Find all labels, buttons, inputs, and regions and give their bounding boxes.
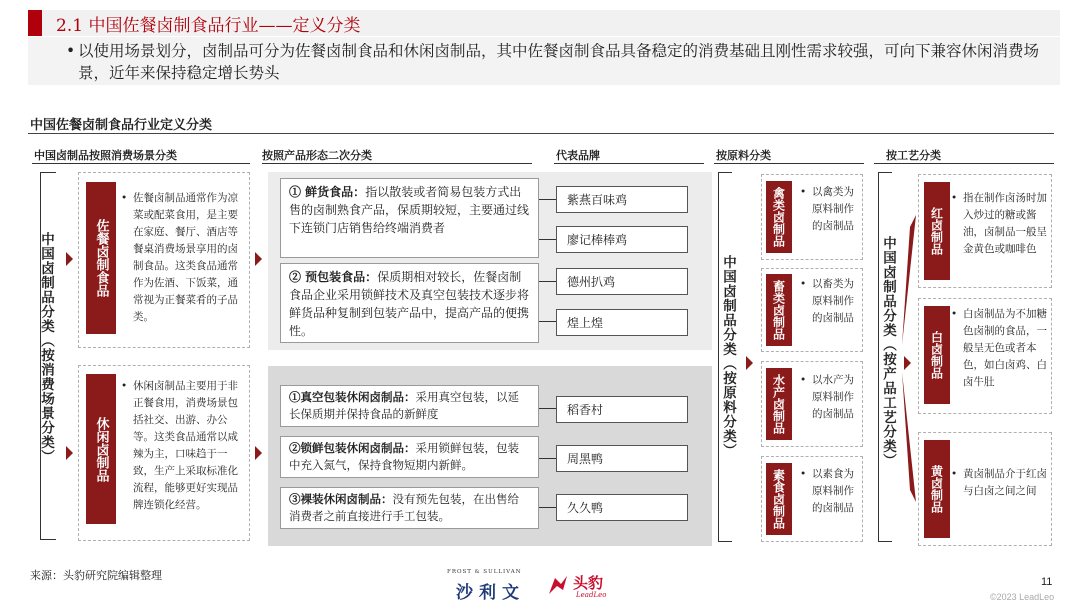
form-arrow-2	[255, 446, 262, 460]
page-number: 11	[1041, 576, 1053, 588]
process-desc-2: • 白卤制品为不加糖色卤制的食品，一般呈无色或者本色，如白卤鸡、白卤牛肚	[963, 306, 1047, 391]
process-arrow-down	[902, 372, 916, 502]
scene-desc-1: • 佐餐卤制品通常作为凉菜或配菜食用，是主要在家庭、餐厅、酒店等餐桌消费场景享用的卤制食品。这类食品通常作为佐酒、下饭菜，通常视为正餐菜肴的子品类。	[133, 190, 245, 326]
form-item-1	[280, 178, 539, 258]
form-item-1-title: ① 鲜货食品：	[289, 185, 366, 199]
material-desc-3: • 以水产为原料制作的卤制品	[812, 372, 858, 423]
form-item-3	[280, 385, 539, 427]
form-arrow-1	[255, 252, 262, 266]
material-desc-2: • 以畜类为原料制作的卤制品	[812, 276, 858, 327]
col-underline-material	[714, 163, 864, 164]
col-header-process: 按工艺分类	[886, 149, 941, 162]
material-label-4: 素食卤制品	[766, 463, 792, 535]
leadleo-small: LeadLeo	[576, 591, 607, 599]
form-item-5	[280, 487, 539, 529]
process-desc-1: • 指在制作卤汤时加入炒过的糖或酱油，卤制品一般呈金黄色或咖啡色	[963, 190, 1047, 258]
footer-source: 来源：头豹研究院编辑整理	[30, 569, 162, 582]
process-label-1: 红卤制品	[924, 182, 950, 280]
connector-6	[539, 458, 556, 459]
page-title: 2.1 中国佐餐卤制食品行业——定义分类	[56, 16, 361, 36]
process-desc-3: • 黄卤制品介于红卤与白卤之间之间	[963, 466, 1047, 500]
col-header-material: 按原料分类	[716, 149, 771, 162]
form-item-1-desc: 指以散装或者简易包装方式出售的卤制熟食产品，保质期较短，主要通过线下连锁门店销售给终端消费者	[289, 185, 530, 235]
form-item-3-desc: 采用真空包装，以延长保质期并保持食品的新鲜度	[289, 390, 519, 421]
scene-label-2: 休闲卤制品	[86, 374, 116, 524]
connector-4	[539, 321, 556, 322]
form-item-2	[280, 263, 539, 343]
process-label-3: 黄卤制品	[924, 440, 950, 538]
connector-3	[539, 281, 556, 282]
connector-2	[539, 239, 556, 240]
scene-label-1: 佐餐卤制食品	[86, 182, 116, 334]
brand-2: 廖记棒棒鸡	[556, 226, 688, 253]
brand-4: 煌上煌	[556, 309, 688, 336]
form-item-2-title: ② 预包装食品：	[289, 270, 378, 284]
brand-5: 稻香村	[556, 396, 688, 423]
process-arrow-mid	[904, 356, 911, 370]
leadleo-logo-icon	[547, 574, 569, 598]
form-item-4	[280, 436, 539, 478]
form-item-4-desc: 采用锁鲜包装，包装中充入氮气，保持食物短期内新鲜。	[289, 441, 519, 472]
header-bullet: • 以使用场景划分，卤制品可分为佐餐卤制食品和休闲卤制品，其中佐餐卤制食品具备稳定的消费基础且刚性需求较强，可向下兼容休闲消费场景，近年来保持稳定增长势头	[78, 40, 1043, 84]
connector-1	[539, 199, 556, 200]
col-header-brand: 代表品牌	[556, 149, 600, 162]
scene-desc-2: • 休闲卤制品主要用于非正餐食用，消费场景包括社交、出游、办公等。这类食品通常以咸辣为主，口味趋于一致，生产上采取标准化流程，能够更好实现品牌连锁化经营。	[133, 378, 245, 514]
frost-sullivan-logo: 沙利文	[456, 583, 525, 603]
material-label-3: 水产卤制品	[766, 368, 792, 440]
col-underline-scene	[32, 163, 250, 164]
form-item-2-desc: 保质期相对较长，佐餐卤制食品企业采用锁鲜技术及真空包装技术逐步将鲜货品种复制到包装产品中，提高产品的便携性。	[289, 270, 530, 338]
brand-3: 德州扒鸡	[556, 268, 688, 295]
material-vertical-label: 中国卤制品分类（按原料分类）	[720, 255, 736, 458]
form-item-5-title: ③裸装休闲卤制品：	[289, 492, 393, 506]
process-arrow-up	[902, 215, 916, 345]
form-item-5-desc: 没有预先包装，在出售给消费者之前直接进行手工包装。	[289, 492, 519, 523]
material-label-1: 禽类卤制品	[766, 181, 792, 253]
col-header-scene: 中国卤制品按照消费场景分类	[34, 149, 177, 162]
leadleo-logo: 头豹	[573, 574, 604, 592]
copyright: ©2023 LeadLeo	[990, 592, 1055, 602]
left-vertical-label: 中国卤制品分类（按消费场景分类）	[38, 232, 54, 464]
material-desc-1: • 以禽类为原料制作的卤制品	[812, 184, 858, 235]
brand-6: 周黑鸭	[556, 445, 688, 472]
form-item-3-title: ①真空包装休闲卤制品：	[289, 390, 416, 404]
col-underline-form	[262, 163, 532, 164]
process-label-2: 白卤制品	[924, 306, 950, 404]
connector-7	[539, 507, 556, 508]
brand-1: 紫燕百味鸡	[556, 186, 688, 213]
col-underline-process	[874, 163, 1054, 164]
brand-7: 久久鸭	[556, 494, 688, 521]
left-arrow-1	[66, 252, 73, 266]
col-header-form: 按照产品形态二次分类	[262, 149, 372, 162]
section-divider	[28, 133, 1054, 134]
section-title: 中国佐餐卤制食品行业定义分类	[30, 118, 213, 133]
col-underline-brand	[554, 163, 704, 164]
left-arrow-2	[66, 446, 73, 460]
form-item-4-title: ②锁鲜包装休闲卤制品：	[289, 441, 416, 455]
connector-5	[539, 408, 556, 409]
material-label-2: 畜类卤制品	[766, 274, 792, 346]
frost-sullivan-small: FROST & SULLIVAN	[447, 569, 522, 575]
process-vertical-label: 中国卤制品分类（按产品工艺分类）	[880, 236, 896, 468]
material-desc-4: • 以素食为原料制作的卤制品	[812, 466, 858, 517]
material-arrow	[746, 356, 753, 370]
